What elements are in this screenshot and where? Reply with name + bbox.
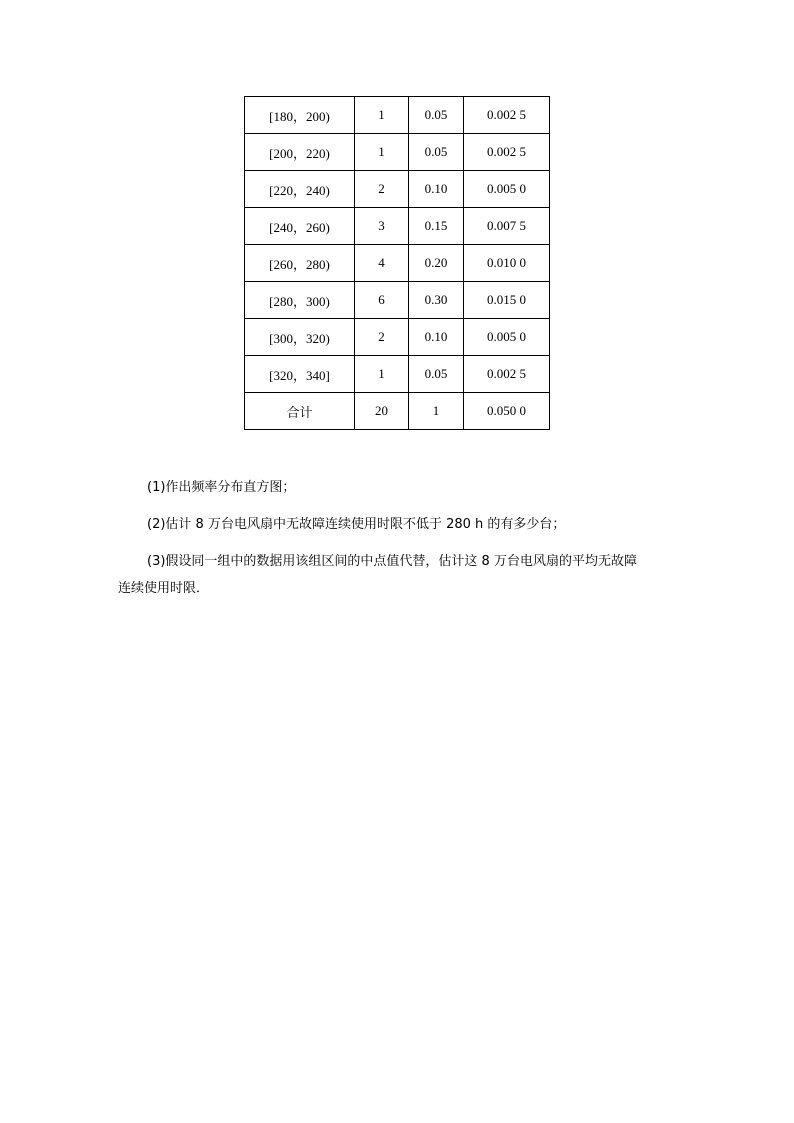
cell-density: 0.002 5 [464,356,550,393]
cell-range: [220，240) [245,171,355,208]
question-1: (1)作出频率分布直方图； [147,480,296,495]
cell-range: [180，200) [245,97,355,134]
table-row [245,208,550,245]
cell-count: 1 [355,134,409,171]
cell-count: 4 [355,245,409,282]
question-3-line-2: 连续使用时限． [118,581,210,596]
cell-total-frequency: 1 [409,393,464,430]
cell-count: 2 [355,171,409,208]
table-row [245,282,550,319]
cell-total-density: 0.050 0 [464,393,550,430]
cell-density: 0.010 0 [464,245,550,282]
cell-range: [320，340] [245,356,355,393]
question-2: (2)估计 8 万台电风扇中无故障连续使用时限不低于 280 h 的有多少台； [147,517,566,532]
cell-count: 2 [355,319,409,356]
cell-density: 0.015 0 [464,282,550,319]
cell-count: 6 [355,282,409,319]
table-row [245,171,550,208]
table-total-row [245,393,550,430]
cell-frequency: 0.15 [409,208,464,245]
cell-density: 0.007 5 [464,208,550,245]
cell-range: [300，320) [245,319,355,356]
frequency-table [244,96,550,430]
table-row [245,356,550,393]
cell-frequency: 0.05 [409,134,464,171]
table-row [245,319,550,356]
cell-count: 1 [355,356,409,393]
cell-frequency: 0.30 [409,282,464,319]
cell-frequency: 0.10 [409,319,464,356]
question-3-line-1: (3)假设同一组中的数据用该组区间的中点值代替，估计这 8 万台电风扇的平均无故障 [147,554,637,569]
cell-frequency: 0.20 [409,245,464,282]
cell-frequency: 0.05 [409,97,464,134]
cell-density: 0.005 0 [464,319,550,356]
cell-density: 0.005 0 [464,171,550,208]
cell-count: 1 [355,97,409,134]
table-row [245,97,550,134]
cell-total-label: 合计 [245,393,355,430]
cell-range: [200，220) [245,134,355,171]
cell-total-count: 20 [355,393,409,430]
cell-count: 3 [355,208,409,245]
cell-density: 0.002 5 [464,134,550,171]
frequency-table-body [245,97,550,430]
cell-range: [240，260) [245,208,355,245]
cell-range: [260，280) [245,245,355,282]
cell-density: 0.002 5 [464,97,550,134]
cell-range: [280，300) [245,282,355,319]
table-row [245,134,550,171]
cell-frequency: 0.10 [409,171,464,208]
cell-frequency: 0.05 [409,356,464,393]
table-row [245,245,550,282]
